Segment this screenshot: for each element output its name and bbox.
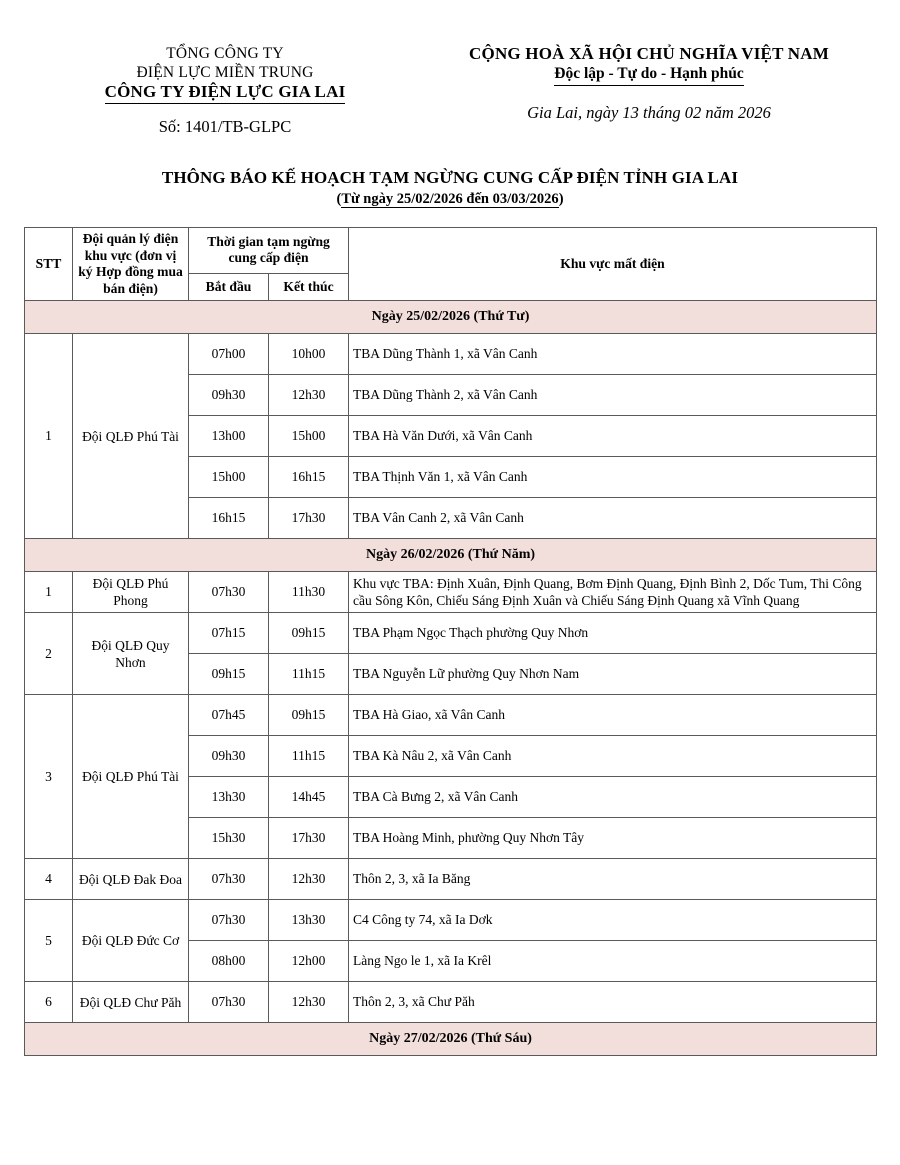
column-header-stt: STT [25,228,73,301]
national-title: CỘNG HOÀ XÃ HỘI CHỦ NGHĨA VIỆT NAM [469,44,829,63]
place-and-date: Gia Lai, ngày 13 tháng 02 năm 2026 [527,103,771,122]
letterhead-left-block [26,44,424,137]
cell-affected-area: Thôn 2, 3, xã Ia Băng [349,859,877,900]
cell-end-time: 11h15 [269,654,349,695]
cell-affected-area: TBA Phạm Ngọc Thạch phường Quy Nhơn [349,613,877,654]
letterhead-right-block [424,44,874,137]
cell-end-time: 12h00 [269,941,349,982]
cell-start-time: 15h30 [189,818,269,859]
cell-end-time: 13h30 [269,900,349,941]
cell-team-name: Đội QLĐ Phú Tài [73,695,189,859]
cell-stt: 1 [25,334,73,539]
cell-start-time: 07h45 [189,695,269,736]
cell-affected-area: Khu vực TBA: Định Xuân, Định Quang, Bơm Định Quang, Định Bình 2, Dốc Tum, Thi Công cầu Sông Kôn, Chiếu Sáng Định Xuân và Chiếu Sáng Định Quang xã Vĩnh Quang [349,572,877,613]
cell-start-time: 07h30 [189,859,269,900]
cell-affected-area: TBA Hà Giao, xã Vân Canh [349,695,877,736]
parent-corporation-line-2: ĐIỆN LỰC MIỀN TRUNG [136,64,314,81]
cell-affected-area: TBA Kà Nâu 2, xã Vân Canh [349,736,877,777]
document-title-block [0,167,900,209]
cell-end-time: 11h30 [269,572,349,613]
table-row [25,572,877,613]
cell-end-time: 16h15 [269,457,349,498]
cell-start-time: 07h30 [189,982,269,1023]
cell-stt: 1 [25,572,73,613]
cell-team-name: Đội QLĐ Phú Tài [73,334,189,539]
cell-affected-area: TBA Hà Văn Dưới, xã Vân Canh [349,416,877,457]
column-header-time-group: Thời gian tạm ngừng cung cấp điện [189,228,349,274]
cell-affected-area: TBA Hoàng Minh, phường Quy Nhơn Tây [349,818,877,859]
cell-team-name: Đội QLĐ Đức Cơ [73,900,189,982]
cell-start-time: 16h15 [189,498,269,539]
table-body [25,301,877,1056]
cell-team-name: Đội QLĐ Quy Nhơn [73,613,189,695]
day-section-header-row [25,301,877,334]
cell-start-time: 07h30 [189,900,269,941]
cell-affected-area: Làng Ngo le 1, xã Ia Krêl [349,941,877,982]
cell-affected-area: TBA Dũng Thành 2, xã Vân Canh [349,375,877,416]
cell-end-time: 17h30 [269,818,349,859]
day-section-label: Ngày 25/02/2026 (Thứ Tư) [25,301,877,334]
cell-start-time: 15h00 [189,457,269,498]
table-row [25,982,877,1023]
cell-end-time: 11h15 [269,736,349,777]
cell-start-time: 13h00 [189,416,269,457]
cell-affected-area: TBA Cà Bưng 2, xã Vân Canh [349,777,877,818]
day-section-label: Ngày 26/02/2026 (Thứ Năm) [25,539,877,572]
cell-stt: 4 [25,859,73,900]
cell-end-time: 15h00 [269,416,349,457]
cell-start-time: 09h15 [189,654,269,695]
parent-corporation-line-1: TỔNG CÔNG TY [166,45,284,62]
national-motto-text: Độc lập - Tự do - Hạnh phúc [554,64,743,86]
outage-schedule-table [24,227,877,1056]
day-section-header-row [25,1023,877,1056]
cell-team-name: Đội QLĐ Phú Phong [73,572,189,613]
cell-affected-area: C4 Công ty 74, xã Ia Dơk [349,900,877,941]
cell-affected-area: TBA Dũng Thành 1, xã Vân Canh [349,334,877,375]
table-row [25,695,877,736]
cell-end-time: 09h15 [269,613,349,654]
cell-team-name: Đội QLĐ Đak Đoa [73,859,189,900]
document-date-range [0,190,900,209]
cell-start-time: 07h30 [189,572,269,613]
cell-affected-area: TBA Vân Canh 2, xã Vân Canh [349,498,877,539]
cell-start-time: 07h00 [189,334,269,375]
national-motto [424,64,874,86]
cell-end-time: 12h30 [269,859,349,900]
cell-end-time: 17h30 [269,498,349,539]
column-header-start: Bắt đầu [189,273,269,300]
cell-start-time: 09h30 [189,375,269,416]
cell-end-time: 10h00 [269,334,349,375]
cell-end-time: 12h30 [269,982,349,1023]
issuing-company-name [26,82,424,104]
cell-end-time: 12h30 [269,375,349,416]
cell-end-time: 09h15 [269,695,349,736]
cell-start-time: 07h15 [189,613,269,654]
issuing-company-name-text: CÔNG TY ĐIỆN LỰC GIA LAI [105,82,346,104]
column-header-team: Đội quản lý điện khu vực (đơn vị ký Hợp đồng mua bán điện) [73,228,189,301]
table-row [25,900,877,941]
cell-stt: 2 [25,613,73,695]
table-head [25,228,877,301]
letterhead [0,0,900,137]
table-row [25,859,877,900]
table-header-row-1 [25,228,877,274]
cell-team-name: Đội QLĐ Chư Păh [73,982,189,1023]
cell-affected-area: TBA Thịnh Văn 1, xã Vân Canh [349,457,877,498]
cell-start-time: 09h30 [189,736,269,777]
cell-start-time: 08h00 [189,941,269,982]
cell-start-time: 13h30 [189,777,269,818]
page-title: THÔNG BÁO KẾ HOẠCH TẠM NGỪNG CUNG CẤP ĐIỆN TỈNH GIA LAI [161,168,739,187]
document-date-range-text: Từ ngày 25/02/2026 đến 03/03/2026 [341,191,559,207]
cell-stt: 5 [25,900,73,982]
cell-stt: 6 [25,982,73,1023]
cell-affected-area: Thôn 2, 3, xã Chư Păh [349,982,877,1023]
day-section-header-row [25,539,877,572]
document-number: Số: 1401/TB-GLPC [158,117,292,136]
schedule-table-wrapper [24,227,876,1056]
table-row [25,613,877,654]
column-header-area: Khu vực mất điện [349,228,877,301]
cell-affected-area: TBA Nguyễn Lữ phường Quy Nhơn Nam [349,654,877,695]
cell-stt: 3 [25,695,73,859]
column-header-end: Kết thúc [269,273,349,300]
subtitle-close-paren: ) [558,191,564,207]
cell-end-time: 14h45 [269,777,349,818]
table-row [25,334,877,375]
subtitle-open-paren: ( [336,191,342,207]
day-section-label: Ngày 27/02/2026 (Thứ Sáu) [25,1023,877,1056]
